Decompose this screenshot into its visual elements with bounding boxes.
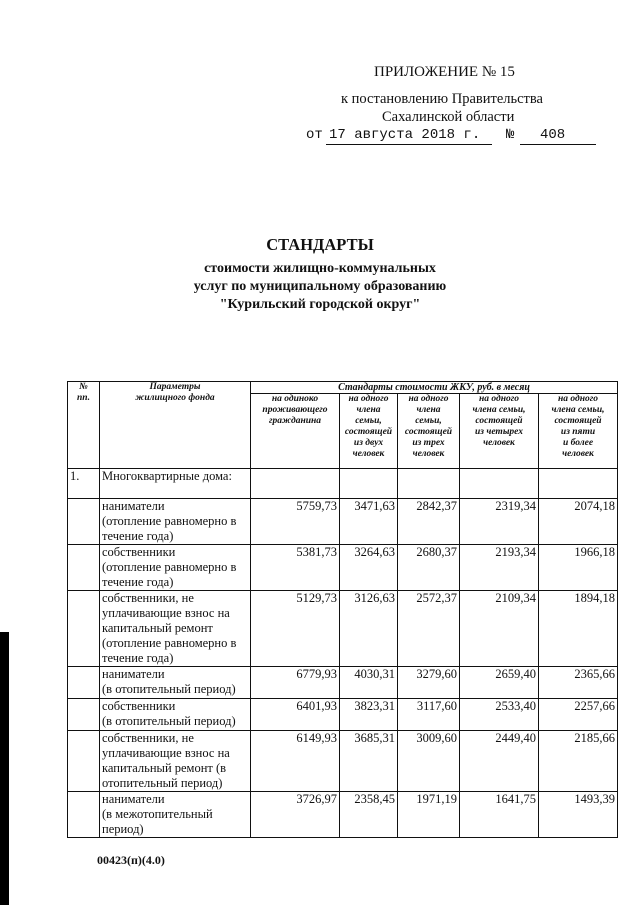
cell-value: 2842,37 <box>398 499 460 545</box>
row-param: собственники, не уплачивающие взнос на капитальный ремонт (в отопительный период) <box>100 731 251 792</box>
cell-value: 5759,73 <box>251 499 340 545</box>
cell-value: 6149,93 <box>251 731 340 792</box>
table-row <box>68 499 618 545</box>
row-param: собственники (в отопительный период) <box>100 699 251 731</box>
row-param: собственники (отопление равномерно в течение года) <box>100 545 251 591</box>
cell-value: 3279,60 <box>398 667 460 699</box>
appendix-label: ПРИЛОЖЕНИЕ № 15 <box>374 64 515 80</box>
number-underline <box>520 144 596 145</box>
col-header-group: Стандарты стоимости ЖКУ, руб. в месяц <box>251 382 618 394</box>
cell-value: 2680,37 <box>398 545 460 591</box>
cell-value: 3823,31 <box>340 699 398 731</box>
cell-value: 2533,40 <box>460 699 539 731</box>
standards-table <box>67 381 618 838</box>
cell-value: 2572,37 <box>398 591 460 667</box>
row-param: наниматели (отопление равномерно в течение года) <box>100 499 251 545</box>
cell-value: 3471,63 <box>340 499 398 545</box>
decree-line-1: к постановлению Правительства <box>341 91 543 107</box>
cell-value: 2659,40 <box>460 667 539 699</box>
col-header-single: на одиноко проживающего гражданина <box>251 394 340 469</box>
scan-edge-bar <box>0 632 9 905</box>
section-number: 1. <box>68 469 100 499</box>
col-header-params: Параметры жилищного фонда <box>100 382 251 469</box>
col-header-two: на одного члена семьи, состоящей из двух человек <box>340 394 398 469</box>
col-header-number: № пп. <box>68 382 100 469</box>
cell-value: 6401,93 <box>251 699 340 731</box>
document-title: СТАНДАРТЫ <box>266 235 374 254</box>
cell-value: 2074,18 <box>539 499 618 545</box>
cell-value: 1641,75 <box>460 792 539 838</box>
title-line-1: стоимости жилищно-коммунальных <box>204 261 436 276</box>
cell-value: 2193,34 <box>460 545 539 591</box>
cell-value: 2257,66 <box>539 699 618 731</box>
document-code: 00423(п)(4.0) <box>97 853 165 867</box>
title-line-3: "Курильский городской округ" <box>219 297 421 312</box>
section-row <box>68 469 618 499</box>
cell-value: 3126,63 <box>340 591 398 667</box>
cell-value: 1894,18 <box>539 591 618 667</box>
cell-value: 1971,19 <box>398 792 460 838</box>
col-header-four: на одного члена семьи, состоящей из четырех человек <box>460 394 539 469</box>
cell-value: 2449,40 <box>460 731 539 792</box>
section-label: Многоквартирные дома: <box>100 469 251 499</box>
cell-value: 1966,18 <box>539 545 618 591</box>
number-label: № <box>506 127 515 143</box>
decree-number: 408 <box>540 127 566 143</box>
cell-value: 6779,93 <box>251 667 340 699</box>
cell-value: 2109,34 <box>460 591 539 667</box>
cell-value: 3009,60 <box>398 731 460 792</box>
cell-value: 2365,66 <box>539 667 618 699</box>
table-row <box>68 699 618 731</box>
title-line-2: услуг по муниципальному образованию <box>193 279 447 294</box>
cell-value: 4030,31 <box>340 667 398 699</box>
row-param: собственники, не уплачивающие взнос на капитальный ремонт (отопление равномерно в течение года) <box>100 591 251 667</box>
row-param: наниматели (в отопительный период) <box>100 667 251 699</box>
table-row <box>68 545 618 591</box>
table-row <box>68 792 618 838</box>
cell-value: 5129,73 <box>251 591 340 667</box>
cell-value: 2185,66 <box>539 731 618 792</box>
decree-line-2: Сахалинской области <box>382 109 515 125</box>
decree-date: 17 августа 2018 г. <box>329 127 481 143</box>
cell-value: 5381,73 <box>251 545 340 591</box>
col-header-three: на одного члена семьи, состоящей из трех человек <box>398 394 460 469</box>
date-underline <box>326 144 492 145</box>
row-param: наниматели (в межотопительный период) <box>100 792 251 838</box>
cell-value: 3264,63 <box>340 545 398 591</box>
from-label: от <box>306 127 323 143</box>
table-row <box>68 591 618 667</box>
table-row <box>68 667 618 699</box>
cell-value: 1493,39 <box>539 792 618 838</box>
col-header-five: на одного члена семьи, состоящей из пяти и более человек <box>539 394 618 469</box>
cell-value: 3726,97 <box>251 792 340 838</box>
cell-value: 3117,60 <box>398 699 460 731</box>
cell-value: 2319,34 <box>460 499 539 545</box>
cell-value: 2358,45 <box>340 792 398 838</box>
table-row <box>68 731 618 792</box>
cell-value: 3685,31 <box>340 731 398 792</box>
